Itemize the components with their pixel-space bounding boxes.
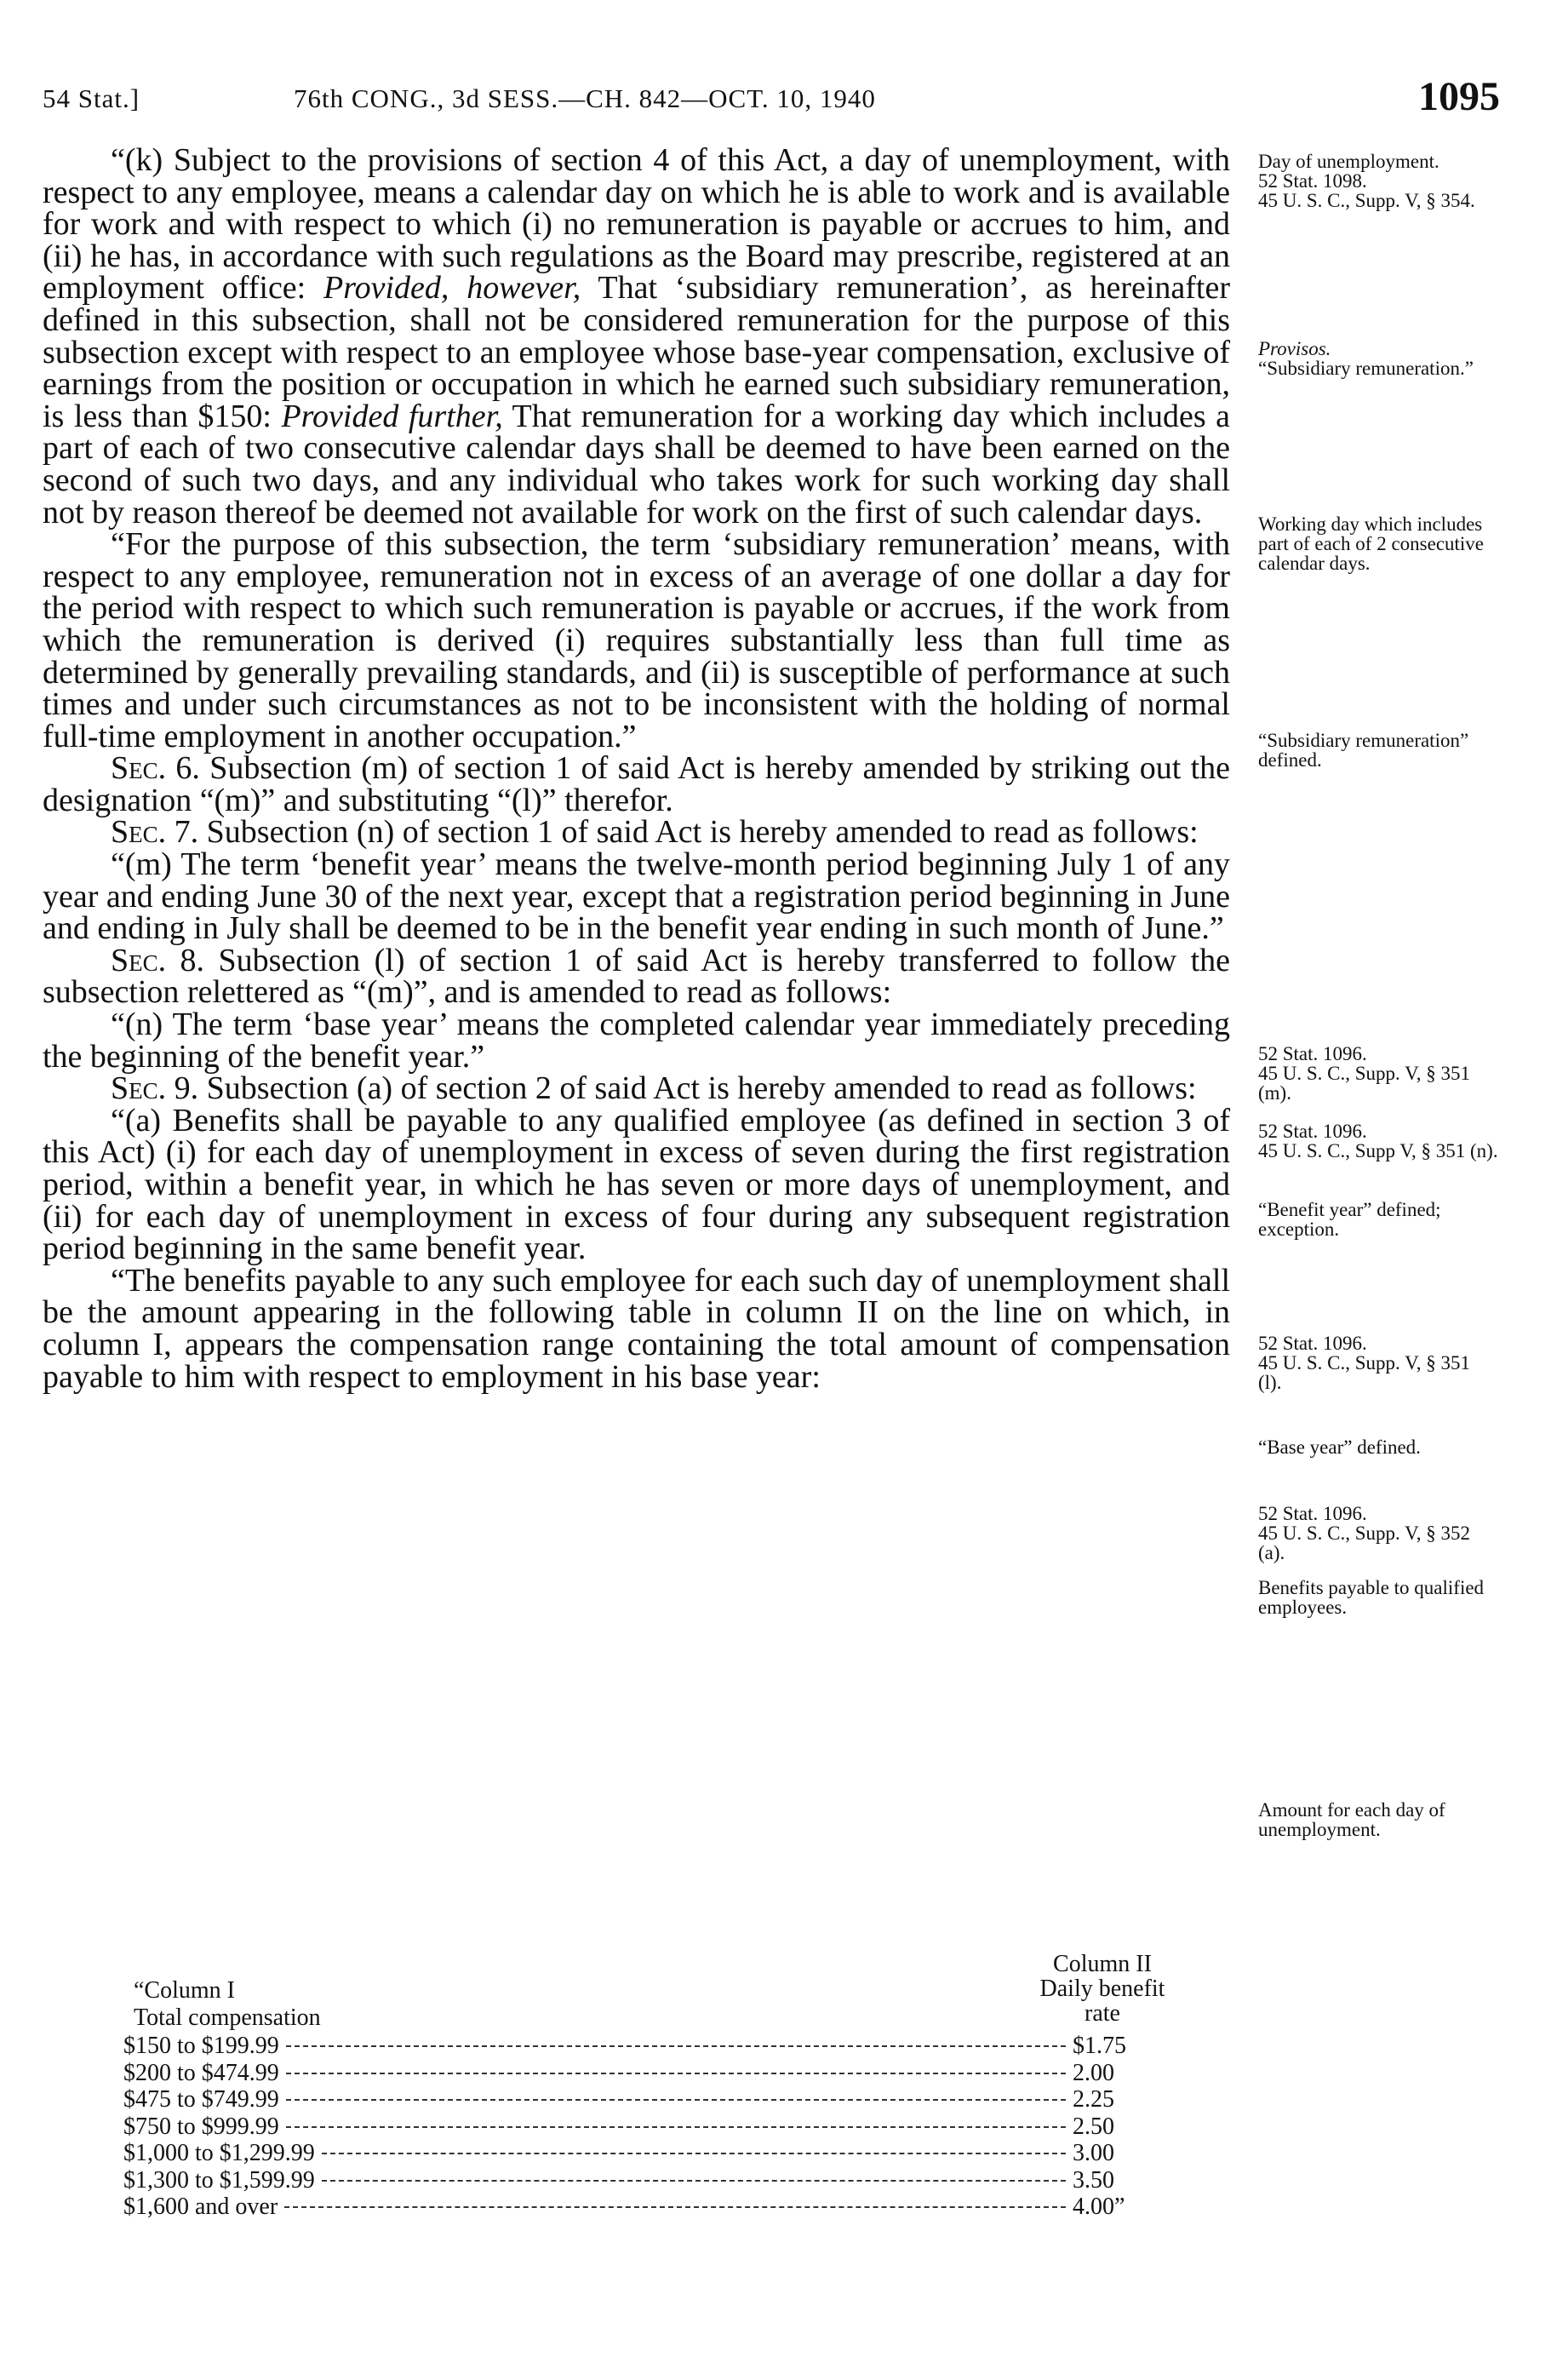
section-7: Sec. 7. Subsection (n) of section 1 of said Act is hereby amended to read as follows: [111, 814, 1199, 851]
leader-dots [322, 2153, 1066, 2154]
compensation-range: $150 to $199.99 [123, 2033, 279, 2059]
table-rows [123, 2033, 1192, 2221]
margin-note-working-day: Working day which includes part of each of 2 consecutive calendar days. [1258, 513, 1485, 574]
margin-note-section-6-citation: 52 Stat. 1096. 45 U. S. C., Supp. V, § 351 (m). [1258, 1043, 1471, 1104]
table-row [123, 2194, 1192, 2221]
margin-note-benefit-year: “Benefit year” defined; exception. [1258, 1199, 1441, 1240]
paragraph-n: “(n) The term ‘base year’ means the completed calendar year immediately preceding the beginning of the benefit year.” [43, 1006, 1230, 1075]
compensation-range: $750 to $999.99 [123, 2113, 279, 2140]
compensation-range: $475 to $749.99 [123, 2086, 279, 2113]
table-row [123, 2113, 1192, 2141]
proviso-phrase: Provided further, [281, 398, 503, 434]
daily-benefit-rate: $1.75 [1073, 2033, 1126, 2059]
daily-benefit-rate: 2.25 [1073, 2086, 1114, 2113]
leader-dots [286, 2045, 1066, 2047]
leader-dots [286, 2099, 1066, 2101]
leader-dots [286, 2126, 1066, 2128]
leader-dots [284, 2206, 1066, 2208]
margin-note-section-9-citation: 52 Stat. 1096. 45 U. S. C., Supp. V, § 352 (a). [1258, 1503, 1471, 1563]
margin-note-subsidiary-remuneration: Provisos. “Subsidiary remuneration.” [1258, 338, 1474, 379]
margin-note-benefits-payable: Benefits payable to qualified employees. [1258, 1577, 1485, 1618]
daily-benefit-rate: 3.00 [1073, 2140, 1114, 2166]
daily-benefit-rate: 3.50 [1073, 2166, 1114, 2194]
margin-note-subsidiary-defined: “Subsidiary remuneration” defined. [1258, 730, 1469, 771]
paragraph-subsidiary-definition: “For the purpose of this subsection, the term ‘subsidiary remuneration’ means, with respect to any employee, remuneration not in excess of an average of one dollar a day for the period with respect to which such remuneration is payable or accrues, if the work from which the remuneration is derived (i) requires substantially less than full time as determined by generally prevailing standards, and (ii) is susceptible of performance at such times and under such circumstances as not to be inconsistent with the holding of normal full-time employment in another occupation.” [43, 526, 1230, 754]
compensation-range: $200 to $474.99 [123, 2059, 279, 2086]
volume-reference: 54 Stat.] [43, 83, 140, 113]
column-2-header: Column II Daily benefit rate [1039, 1951, 1165, 2027]
main-text [43, 142, 1231, 1395]
compensation-range: $1,000 to $1,299.99 [123, 2140, 315, 2166]
daily-benefit-rate: 4.00” [1073, 2194, 1125, 2220]
table-row [123, 2060, 1192, 2087]
margin-note-day-of-unemployment: Day of unemployment. 52 Stat. 1098. 45 U. S. C., Supp. V, § 354. [1258, 151, 1475, 211]
section-6: Sec. 6. Subsection (m) of section 1 of said Act is hereby amended by striking out the designation “(m)” and substituting “(l)” therefor. [43, 750, 1230, 818]
margin-note-amount-per-day: Amount for each day of unemployment. [1258, 1799, 1445, 1840]
daily-benefit-rate: 2.50 [1073, 2113, 1114, 2140]
column-1-header: “Column I Total compensation [134, 1977, 321, 2031]
section-9: Sec. 9. Subsection (a) of section 2 of said Act is hereby amended to read as follows: [111, 1070, 1197, 1107]
paragraph-k: “(k) Subject to the provisions of section 4 of this Act, a day of unemployment, with respect to any employee, means a calendar day on which he is able to work and is available for work and with respect to which (i) no remuneration is payable or accrues to him, and (ii) he has, in accordance with such regulations as the Board may prescribe, registered at an employment office: Provided, however, That ‘subsidiary remuneration’, as hereinafter defined in this subsection, shall not be considered remuneration for the purpose of this subsection except with respect to an employee whose base-year compensation, exclusive of earnings from the position or occupation in which he earned such subsidiary remuneration, is less than $150: Provided further, That remuneration for a working day which includes a part of each of two consecutive calendar days shall be deemed to have been earned on the second of such two days, and any individual who takes work for such working day shall not by reason thereof be deemed not available for work on the first of such calendar days. [43, 142, 1231, 530]
paragraph-a: “(a) Benefits shall be payable to any qualified employee (as defined in section 3 of this Act) (i) for each day of unemployment in excess of seven during the first registration period, within a benefit year, in which he has seven or more days of unemployment, and (ii) for each day of unemployment in excess of four during any subsequent registration period beginning in the same benefit year. [43, 1102, 1230, 1267]
leader-dots [322, 2180, 1066, 2182]
leader-dots [286, 2073, 1066, 2074]
page-number: 1095 [1418, 74, 1500, 119]
table-row [123, 2033, 1192, 2060]
table-row [123, 2167, 1192, 2194]
session-reference: 76th CONG., 3d SESS.—CH. 842—OCT. 10, 1940 [294, 83, 876, 113]
proviso-phrase: Provided, however, [323, 270, 581, 307]
paragraph-benefits: “The benefits payable to any such employee for each such day of unemployment shall be the amount appearing in the following table in column II on the line on which, in column I, appears the compensation range containing the total amount of compensation payable to him with respect to employment in his base year: [43, 1262, 1230, 1395]
table-row [123, 2086, 1192, 2113]
running-head [43, 74, 1500, 138]
margin-note-section-8-citation: 52 Stat. 1096. 45 U. S. C., Supp. V, § 351 (l). [1258, 1333, 1471, 1393]
section-8: Sec. 8. Subsection (l) of section 1 of said Act is hereby transferred to follow the subsection relettered as “(m)”, and is amended to read as follows: [43, 942, 1230, 1011]
margin-note-base-year: “Base year” defined. [1258, 1437, 1421, 1458]
daily-benefit-rate: 2.00 [1073, 2059, 1114, 2086]
compensation-range: $1,600 and over [123, 2194, 278, 2220]
compensation-range: $1,300 to $1,599.99 [123, 2166, 315, 2194]
table-row [123, 2140, 1192, 2167]
margin-note-section-7-citation: 52 Stat. 1096. 45 U. S. C., Supp V, § 351 (n). [1258, 1121, 1498, 1161]
paragraph-m: “(m) The term ‘benefit year’ means the twelve-month period beginning July 1 of any year and ending June 30 of the next year, except that a registration period beginning in June and ending in July shall be deemed to be in the benefit year ending in such month of June.” [43, 846, 1230, 947]
